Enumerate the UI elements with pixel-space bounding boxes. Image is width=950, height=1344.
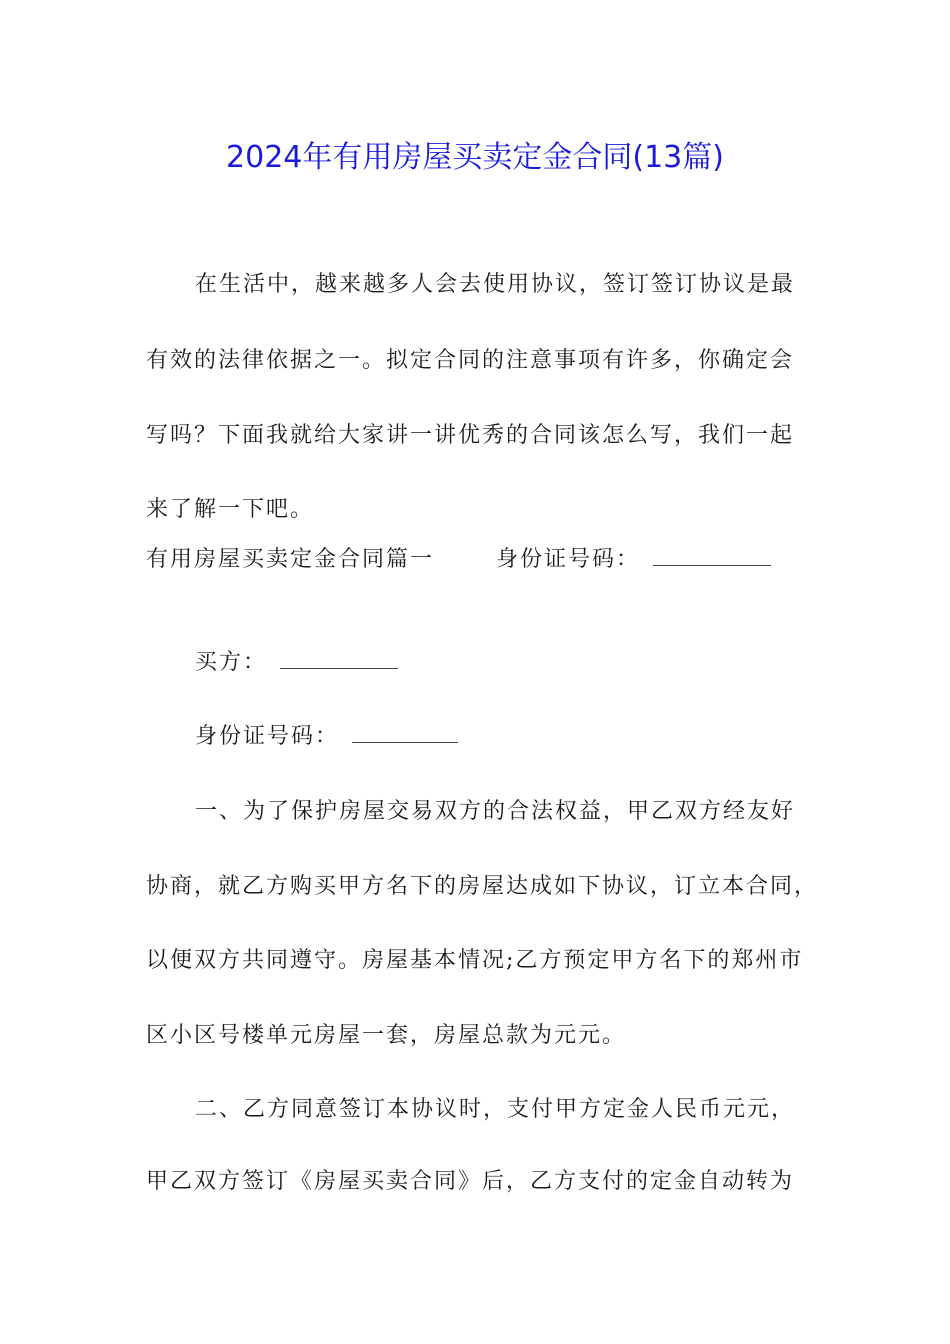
clause-one-line-3: 以便双方共同遵守。房屋基本情况;乙方预定甲方名下的郑州市 <box>146 948 804 973</box>
clause-two-line-2: 甲乙双方签订《房屋买卖合同》后，乙方支付的定金自动转为 <box>146 1169 795 1194</box>
clause-one-line-4: 区小区号楼单元房屋一套，房屋总款为元元。 <box>146 1023 627 1048</box>
document-title: 2024年有用房屋买卖定金合同(13篇) <box>226 140 724 175</box>
intro-line-4: 来了解一下吧。 <box>146 497 315 522</box>
intro-line-1: 在生活中，越来越多人会去使用协议，签订签订协议是最 <box>195 272 796 297</box>
section-heading: 有用房屋买卖定金合同篇一 <box>146 547 435 572</box>
seller-id-blank <box>653 543 771 566</box>
seller-id-label: 身份证号码： <box>496 547 641 572</box>
clause-two-line-1: 二、乙方同意签订本协议时，支付甲方定金人民币元元， <box>195 1097 796 1122</box>
intro-line-3: 写吗？下面我就给大家讲一讲优秀的合同该怎么写，我们一起 <box>146 423 795 448</box>
buyer-id-label: 身份证号码： <box>195 724 340 749</box>
intro-line-2: 有效的法律依据之一。拟定合同的注意事项有许多，你确定会 <box>146 348 795 373</box>
section-heading-row <box>146 543 771 575</box>
clause-one-line-2: 协商，就乙方购买甲方名下的房屋达成如下协议，订立本合同， <box>146 874 819 899</box>
buyer-id-row <box>195 720 458 752</box>
buyer-id-blank <box>352 720 458 743</box>
buyer-row <box>195 646 398 678</box>
buyer-label: 买方： <box>195 650 268 675</box>
buyer-blank <box>280 646 398 669</box>
clause-one-line-1: 一、为了保护房屋交易双方的合法权益，甲乙双方经友好 <box>195 799 796 824</box>
